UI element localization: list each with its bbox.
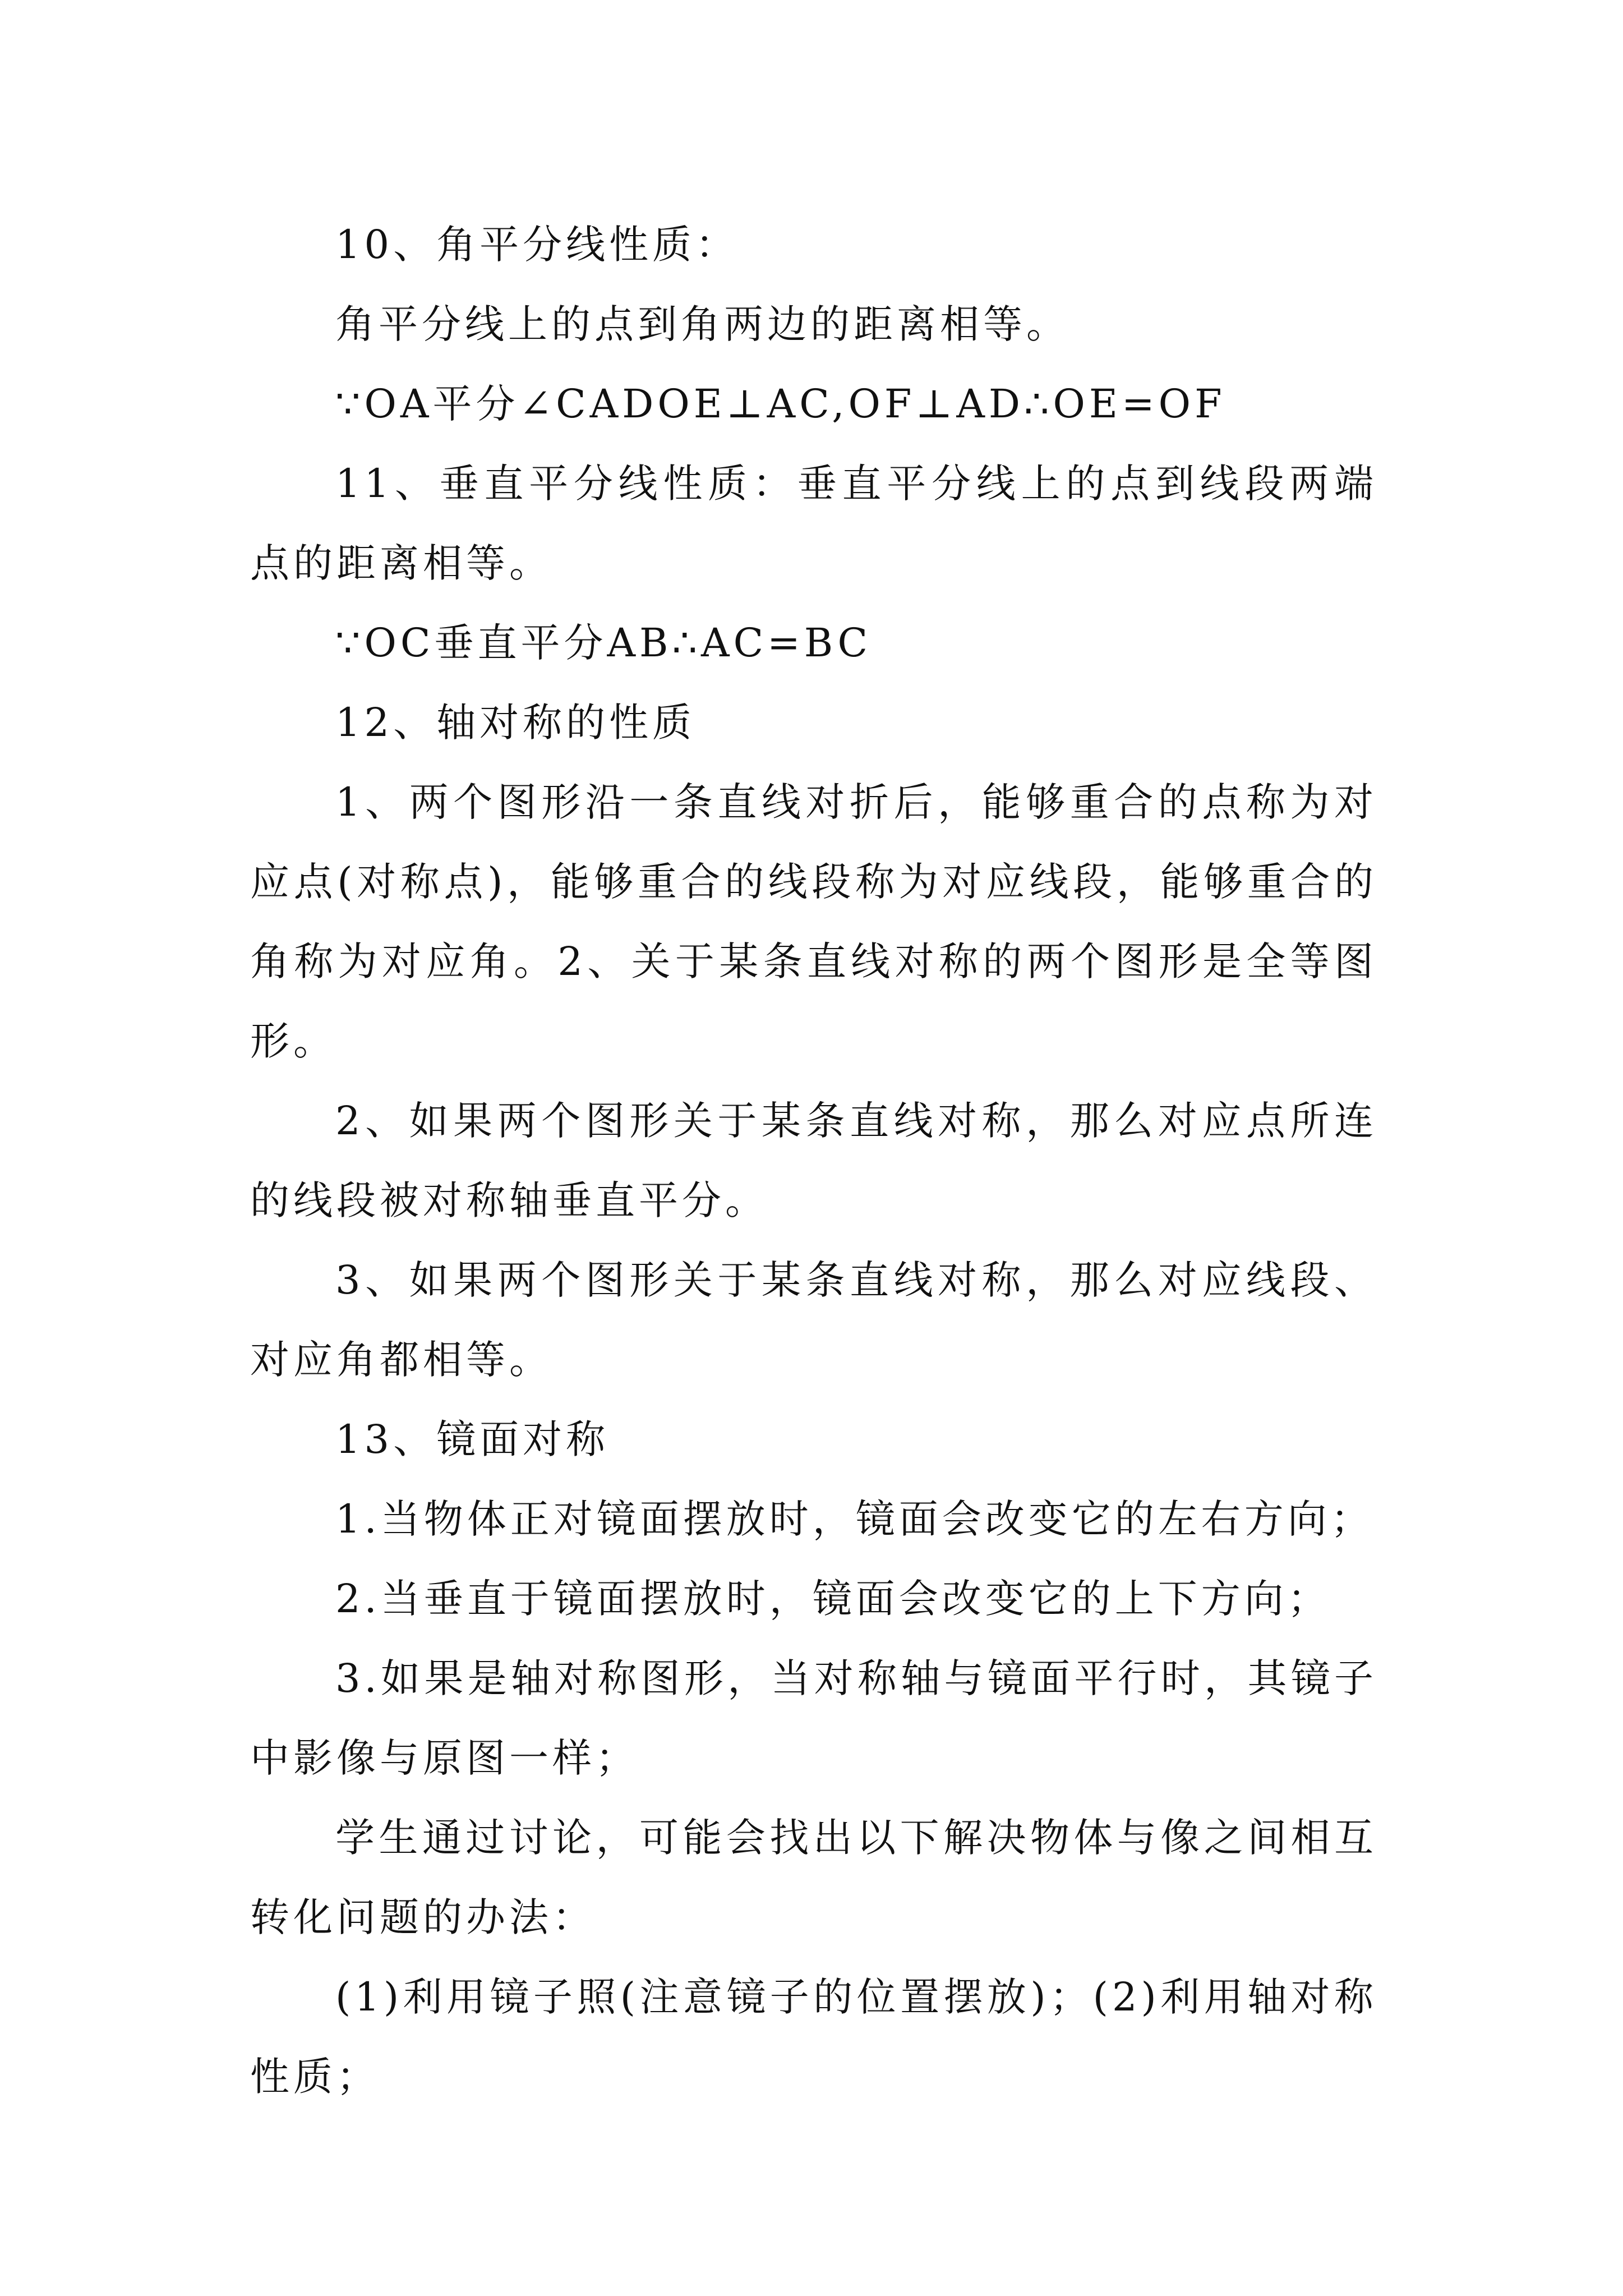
mirror-symmetry-point-2: 2.当垂直于镜面摆放时，镜面会改变它的上下方向；: [335, 1576, 1331, 1622]
heading-axial-symmetry: 12、轴对称的性质: [335, 700, 696, 746]
mirror-symmetry-point-3: 3.如果是轴对称图形，当对称轴与镜面平行时，其镜子中影像与原图一样；: [250, 1655, 1377, 1781]
heading-angle-bisector: 10、角平分线性质：: [335, 222, 739, 268]
solution-methods: (1)利用镜子照(注意镜子的位置摆放)；(2)利用轴对称性质；: [250, 1974, 1377, 2100]
document-body: [250, 205, 1377, 2116]
angle-bisector-statement: 角平分线上的点到角两边的距离相等。: [335, 301, 1069, 347]
mirror-symmetry-point-1: 1.当物体正对镜面摆放时，镜面会改变它的左右方向；: [335, 1496, 1374, 1542]
axial-symmetry-point-3: 3、如果两个图形关于某条直线对称，那么对应线段、对应角都相等。: [250, 1257, 1377, 1383]
angle-bisector-proof: ∵OA平分∠CADOE⊥AC,OF⊥AD∴OE=OF: [335, 381, 1226, 427]
perpendicular-bisector-property: 11、垂直平分线性质：垂直平分线上的点到线段两端点的距离相等。: [250, 461, 1377, 586]
heading-mirror-symmetry: 13、镜面对称: [335, 1416, 610, 1462]
axial-symmetry-point-2: 2、如果两个图形关于某条直线对称，那么对应点所连的线段被对称轴垂直平分。: [250, 1098, 1377, 1223]
perpendicular-bisector-proof: ∵OC垂直平分AB∴AC=BC: [335, 620, 872, 666]
student-discussion: 学生通过讨论，可能会找出以下解决物体与像之间相互转化问题的办法：: [250, 1815, 1377, 1940]
axial-symmetry-point-1: 1、两个图形沿一条直线对折后，能够重合的点称为对应点(对称点)，能够重合的线段称为对应线段，能够重合的角称为对应角。2、关于某条直线对称的两个图形是全等图形。: [250, 779, 1377, 1064]
